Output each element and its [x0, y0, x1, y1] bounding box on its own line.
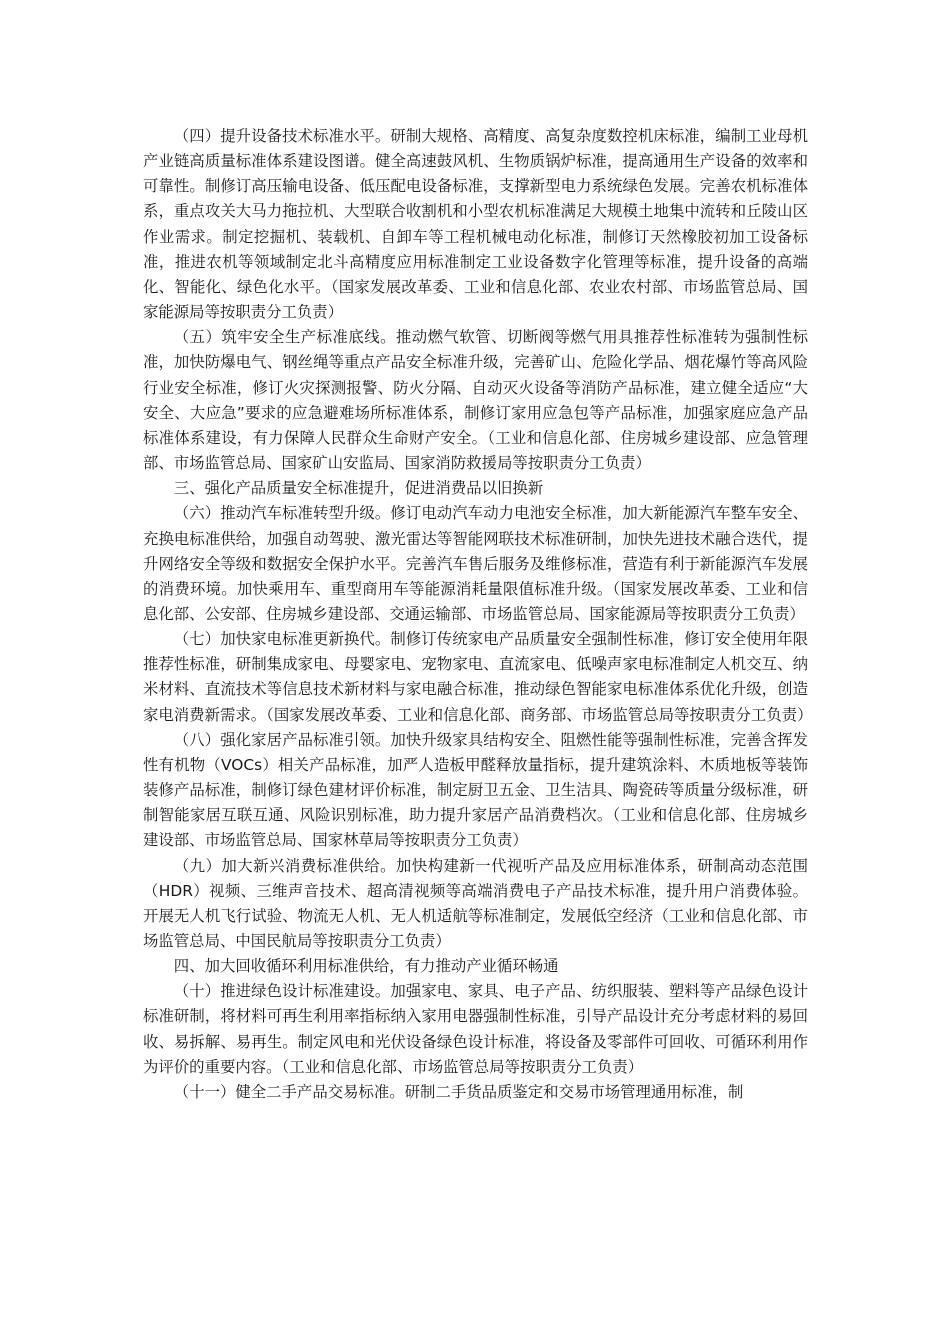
paragraph-appliance-standards: （七）加快家电标准更新换代。制修订传统家电产品质量安全强制性标准，修订安全使用年限推荐性标准，研制集成家电、母婴家电、宠物家电、直流家电、低噪声家电标准制定人机交互、纳米材料、直流技术等信息技术新材料与家电融合标准，推动绿色智能家电标准体系优化升级，创造家电消费新需求。（国家发展改革委、工业和信息化部、商务部、市场监管总局等按职责分工负责）: [143, 630, 813, 724]
section-heading-recycling: 四、加大回收循环利用标准供给，有力推动产业循环畅通: [173, 957, 559, 976]
paragraph-green-design: （十）推进绿色设计标准建设。加强家电、家具、电子产品、纺织服装、塑料等产品绿色设计标准研制，将材料可再生利用率指标纳入家用电器强制性标准，引导产品设计充分考虑材料的易回收、易拆解、易再生。制定风电和光伏设备绿色设计标准，将设备及零部件可回收、可循环利用作为评价的重要内容。（工业和信息化部、市场监管总局等按职责分工负责）: [143, 982, 808, 1076]
paragraph-automobile-standards: （六）推动汽车标准转型升级。修订电动汽车动力电池安全标准，加大新能源汽车整车安全、充换电标准供给，加强自动驾驶、激光雷达等智能网联技术标准研制，加快先进技术融合迭代，提升网络安全等级和数据安全保护水平。完善汽车售后服务及维修标准，营造有利于新能源汽车发展的消费环境。加快乘用车、重型商用车等能源消耗量限值标准升级。（国家发展改革委、工业和信息化部、公安部、住房城乡建设部、交通运输部、市场监管总局、国家能源局等按职责分工负责）: [143, 504, 808, 623]
paragraph-safety-production: （五）筑牢安全生产标准底线。推动燃气软管、切断阀等燃气用具推荐性标准转为强制性标准，加快防爆电气、钢丝绳等重点产品安全标准升级，完善矿山、危险化学品、烟花爆竹等高风险行业安全标准，修订火灾探测报警、防火分隔、自动灭火设备等消防产品标准，建立健全适应“大安全、大应急”要求的应急避难场所标准体系，制修订家用应急包等产品标准，加强家庭应急产品标准体系建设，有力保障人民群众生命财产安全。（工业和信息化部、住房城乡建设部、应急管理部、市场监管总局、国家矿山安监局、国家消防救援局等按职责分工负责）: [143, 328, 808, 473]
paragraph-equipment-standards: （四）提升设备技术标准水平。研制大规格、高精度、高复杂度数控机床标准，编制工业母机产业链高质量标准体系建设图谱。健全高速鼓风机、生物质锅炉标准，提高通用生产设备的效率和可靠性。制修订高压输电设备、低压配电设备标准，支撑新型电力系统绿色发展。完善农机标准体系，重点攻关大马力拖拉机、大型联合收割机和小型农机标准满足大规模土地集中流转和丘陵山区作业需求。制定挖掘机、装载机、自卸车等工程机械电动化标准，制修订天然橡胶初加工设备标准，推进农机等领域制定北斗高精度应用标准制定工业设备数字化管理等标准，提升设备的高端化、智能化、绿色化水平。（国家发展改革委、工业和信息化部、农业农村部、市场监管总局、国家能源局等按职责分工负责）: [143, 127, 808, 322]
paragraph-emerging-consumption: （九）加大新兴消费标准供给。加快构建新一代视听产品及应用标准体系，研制高动态范围（HDR）视频、三维声音技术、超高清视频等高端消费电子产品技术标准，提升用户消费体验。开展无人机飞行试验、物流无人机、无人机适航等标准制定，发展低空经济（工业和信息化部、市场监管总局、中国民航局等按职责分工负责）: [143, 856, 808, 950]
document-page: [143, 124, 813, 1105]
section-heading-consumer-goods: 三、强化产品质量安全标准提升，促进消费品以旧换新: [173, 479, 544, 498]
paragraph-second-hand-trading: （十一）健全二手产品交易标准。研制二手货品质鉴定和交易市场管理通用标准，制: [173, 1082, 744, 1101]
paragraph-home-furnishing: （八）强化家居产品标准引领。加快升级家具结构安全、阻燃性能等强制性标准，完善含挥发性有机物（VOCs）相关产品标准，加严人造板甲醛释放量指标，提升建筑涂料、木质地板等装饰装修产品标准，制修订绿色建材评价标准，制定厨卫五金、卫生洁具、陶瓷砖等质量分级标准，研制智能家居互联互通、风险识别标准，助力提升家居产品消费档次。（工业和信息化部、住房城乡建设部、市场监管总局、国家林草局等按职责分工负责）: [143, 730, 808, 850]
